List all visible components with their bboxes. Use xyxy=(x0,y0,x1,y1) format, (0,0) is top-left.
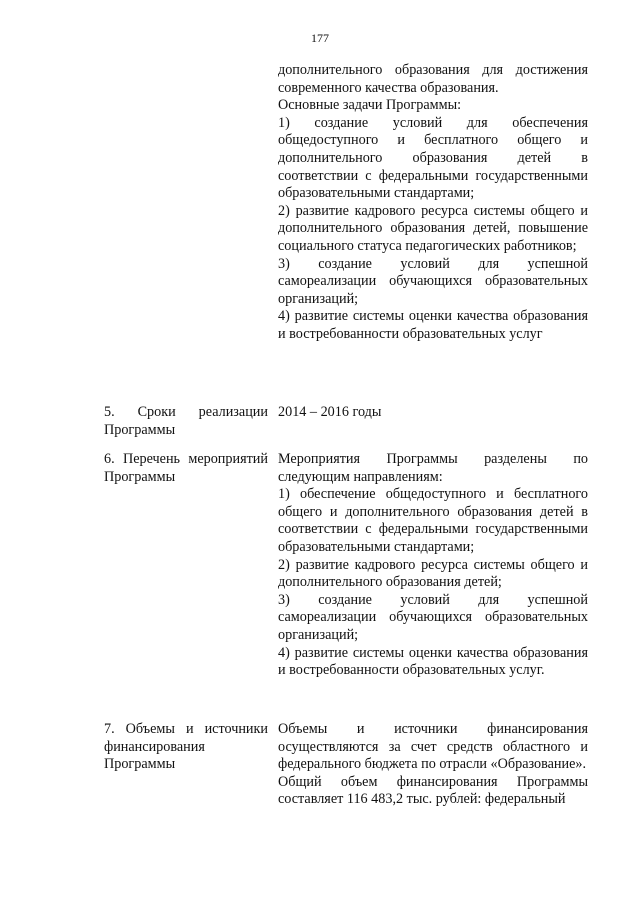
row-content xyxy=(278,404,588,422)
paragraph: Основные задачи Программы: xyxy=(278,97,462,114)
row-label: 5. Сроки реализации Программы xyxy=(104,404,268,438)
paragraph: Объемы и источники финансирования осуществляются за счет средств областного и федерального бюджета по отрасли «Образование». xyxy=(278,721,588,773)
paragraph: Общий объем финансирования Программы составляет 116 483,2 тыс. рублей: федеральный xyxy=(278,773,588,808)
paragraph: 4) развитие системы оценки качества образования и востребованности образовательных услуг xyxy=(278,308,588,342)
paragraph: Мероприятия Программы разделены по следующим направлениям: xyxy=(278,451,588,485)
row-label: 6. Перечень мероприятий Программы xyxy=(104,451,268,485)
paragraph: 4) развитие системы оценки качества образования и востребованности образовательных услуг. xyxy=(278,644,588,679)
row-content xyxy=(278,451,588,680)
page-number: 177 xyxy=(311,31,329,45)
paragraph: 1) создание условий для обеспечения общедоступного и бесплатного общего и дополнительного образования детей в соответствии с федеральными государственными образовательными стандартами; xyxy=(278,114,588,202)
paragraph: 2014 – 2016 годы xyxy=(278,404,382,420)
row-content xyxy=(278,62,588,344)
paragraph: 2) развитие кадрового ресурса системы общего и дополнительного образования детей, повышение социального статуса педагогических работников; xyxy=(278,202,588,254)
row-label: 7. Объемы и источники финансирования Программы xyxy=(104,721,268,773)
paragraph: 1) обеспечение общедоступного и бесплатного общего и дополнительного образования детей в соответствии с федеральными государственными образовательными стандартами; xyxy=(278,486,588,555)
paragraph: 3) создание условий для успешной самореализации обучающихся образовательных организаций; xyxy=(278,591,588,643)
row-content xyxy=(278,721,588,809)
paragraph: 3) создание условий для успешной самореализации обучающихся образовательных организаций; xyxy=(278,255,588,307)
paragraph: дополнительного образования для достижения современного качества образования. xyxy=(278,62,588,96)
paragraph: 2) развитие кадрового ресурса системы общего и дополнительного образования детей; xyxy=(278,556,588,591)
